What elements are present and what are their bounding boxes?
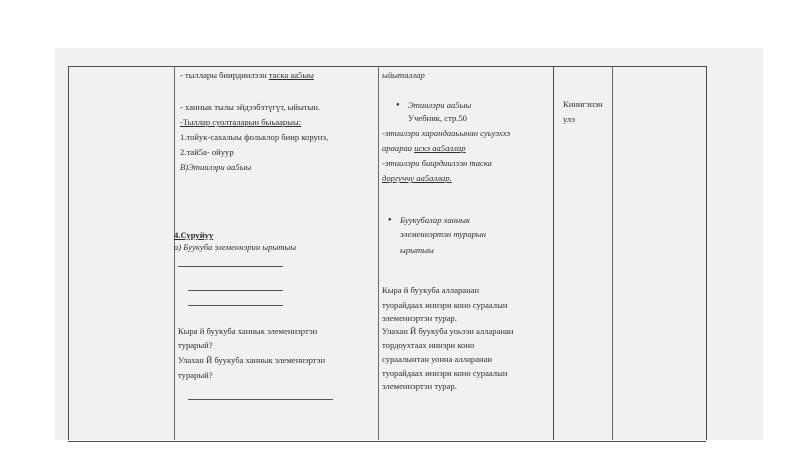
col1-line2: - ханнык тылы эйдээбэтүгүт, ыйытын.: [180, 102, 321, 112]
col2-line-b2: доргуччу аа5аллар.: [382, 173, 452, 183]
question1-line1: Кыра й буукуба ханнык элеменнэртэн: [178, 326, 318, 336]
column-divider-2: [378, 66, 379, 440]
textbook-reference: Учебник, стр.50: [408, 113, 467, 123]
section4-title: 4.Суруйуу: [174, 230, 214, 240]
col2-line-a2: араараи искэ аа5аллар: [382, 143, 466, 153]
question1-line2: турарый?: [178, 340, 213, 350]
table-border-left: [68, 66, 69, 440]
answer-line-4: [188, 399, 333, 400]
para2-line2: тордоухтаах иннэри коно: [382, 340, 475, 350]
col1-line1: - тыллары биирдиилээн таска аа5ыы: [180, 70, 314, 80]
para1-line3: элеменнэртэн турар.: [382, 313, 457, 323]
para2-line1: Улахан Й буукуба уоьээн алларанан: [382, 326, 514, 336]
col1-line6: В)Этиилэри аа5ыы: [180, 162, 252, 172]
para1-line1: Кыра й буукуба алларанан: [382, 285, 480, 295]
para1-line2: туорайдаах иннэри коно сураалын: [382, 300, 508, 310]
col2-bullet2-line1: ● Буукубалар ханнык: [400, 215, 470, 226]
col2-bullet1: ● Этиилэри аа5ыы: [408, 100, 471, 111]
col1-line4: 1.тойук-сахалыы фольклор биир корунэ,: [180, 132, 329, 142]
para2-line4: туорайдаах иннэри коно сураалын: [382, 368, 508, 378]
column-divider-1: [174, 66, 175, 440]
col3-line1: Кинигэнэн: [563, 99, 603, 109]
question2-line1: Улахан Й буукуба ханнык элеменнэртэн: [178, 355, 326, 365]
column-divider-4: [612, 66, 613, 440]
answer-line-3: [188, 305, 283, 306]
col1-line3: -Тыллар суолталарын быьаарыы:: [180, 117, 302, 127]
col2-bullet2-line3: ырытыы: [400, 245, 434, 255]
para2-line5: элеменнэртэн турар.: [382, 381, 457, 391]
col2-bullet2-line2: элеменнэртэн турарын: [400, 229, 487, 239]
col2-line1: ыйыталлар: [382, 70, 425, 80]
section4-subtitle: а) Буукуба элеменнэрин ырытыы: [174, 242, 297, 252]
answer-line-1: [178, 266, 283, 267]
column-divider-3: [553, 66, 554, 440]
col2-line-b1: -этиилэри биирдиилээн таска: [382, 158, 492, 168]
col3-line2: улэ: [563, 114, 575, 124]
answer-line-2: [188, 290, 283, 291]
question2-line2: турарый?: [178, 370, 213, 380]
table-border-right: [706, 66, 707, 440]
para2-line3: сураалынтан уонна алларанан: [382, 354, 493, 364]
col2-line-a1: -этиилэри харандааьынан суьуэххэ: [382, 128, 511, 138]
col1-line5: 2.тай5а- ойуур: [180, 147, 234, 157]
